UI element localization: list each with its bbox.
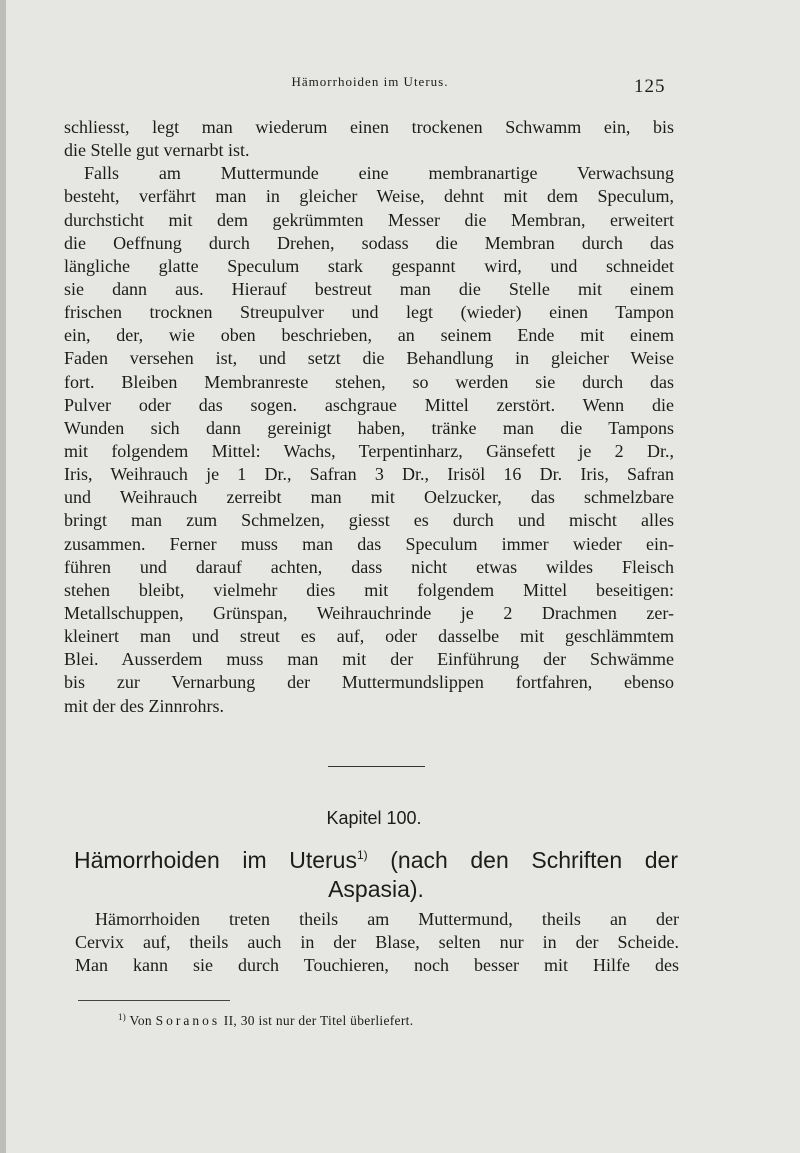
page-number: 125: [634, 76, 666, 97]
text-line: und Weihrauch zerreibt man mit Oelzucker, das schmelzbare: [64, 487, 674, 508]
text-line: Metallschuppen, Grünspan, Weihrauchrinde je 2 Drachmen zer-: [64, 602, 674, 623]
text-line: stehen bleibt, vielmehr dies mit folgendem Mittel beseitigen:: [64, 579, 674, 600]
text-line: die Oeffnung durch Drehen, sodass die Membran durch das: [64, 232, 674, 253]
text-line: mit folgendem Mittel: Wachs, Terpentinharz, Gänsefett je 2 Dr.,: [64, 440, 674, 461]
chapter-label: Kapitel 100.: [326, 808, 422, 828]
footnote-marker: 1): [356, 848, 368, 862]
section-divider: [328, 766, 425, 767]
footnote: [118, 1012, 413, 1029]
running-head: Hämorrhoiden im Uterus.: [291, 74, 449, 89]
page-edge: [0, 0, 6, 1153]
footnote-marker: 1): [118, 1012, 127, 1022]
text-line: längliche glatte Speculum stark gespannt wird, und schneidet: [64, 255, 674, 276]
text-line: Iris, Weihrauch je 1 Dr., Safran 3 Dr., Irisöl 16 Dr. Iris, Safran: [64, 464, 674, 485]
text-line: Faden versehen ist, und setzt die Behandlung in gleicher Weise: [64, 348, 674, 369]
text-line: besteht, verfährt man in gleicher Weise, dehnt mit dem Speculum,: [64, 186, 674, 207]
footnote-author: Soranos: [155, 1013, 221, 1028]
text-line: bringt man zum Schmelzen, giesst es durch und mischt alles: [64, 510, 674, 531]
text-line: Cervix auf, theils auch in der Blase, selten nur in der Scheide.: [75, 932, 679, 953]
text-line: schliesst, legt man wiederum einen trockenen Schwamm ein, bis: [64, 117, 674, 137]
text-line: fort. Bleiben Membranreste stehen, so werden sie durch das: [64, 371, 674, 392]
footnote-text: II, 30 ist nur der Titel überliefert.: [220, 1013, 414, 1028]
chapter-title-text: Hämorrhoiden im Uterus: [74, 847, 357, 873]
text-line: kleinert man und streut es auf, oder dasselbe mit geschlämmtem: [64, 626, 674, 647]
text-line: führen und darauf achten, dass nicht etwas wildes Fleisch: [64, 556, 674, 577]
text-line: die Stelle gut vernarbt ist.: [64, 140, 250, 161]
text-line: Man kann sie durch Touchieren, noch besser mit Hilfe des: [75, 955, 679, 976]
footnote-divider: [78, 1000, 230, 1001]
footnote-text: Von: [126, 1013, 156, 1028]
text-line: Blei. Ausserdem muss man mit der Einführung der Schwämme: [64, 649, 674, 670]
text-line: Pulver oder das sogen. aschgraue Mittel zerstört. Wenn die: [64, 394, 674, 415]
text-line: bis zur Vernarbung der Muttermundslippen fortfahren, ebenso: [64, 672, 674, 693]
chapter-title-line: [74, 841, 678, 875]
text-line: ein, der, wie oben beschrieben, an seinem Ende mit einem: [64, 325, 674, 346]
body-paragraphs: [64, 116, 674, 718]
text-line: durchsticht mit dem gekrümmten Messer die Membran, erweitert: [64, 209, 674, 230]
text-line: zusammen. Ferner muss man das Speculum immer wieder ein-: [64, 533, 674, 554]
chapter-title-text: (nach den Schriften der: [367, 847, 678, 873]
text-line: mit der des Zinnrohrs.: [64, 695, 224, 716]
chapter-title-line: Aspasia).: [328, 876, 424, 902]
text-line: sie dann aus. Hierauf bestreut man die Stelle mit einem: [64, 278, 674, 299]
chapter-paragraph: [75, 908, 679, 977]
text-line: Hämorrhoiden treten theils am Muttermund, theils an der: [95, 909, 679, 929]
text-line: frischen trocknen Streupulver und legt (wieder) einen Tampon: [64, 302, 674, 323]
text-line: Wunden sich dann gereinigt haben, tränke man die Tampons: [64, 417, 674, 438]
chapter-title: [74, 841, 678, 904]
text-line: Falls am Muttermunde eine membranartige Verwachsung: [84, 163, 674, 184]
